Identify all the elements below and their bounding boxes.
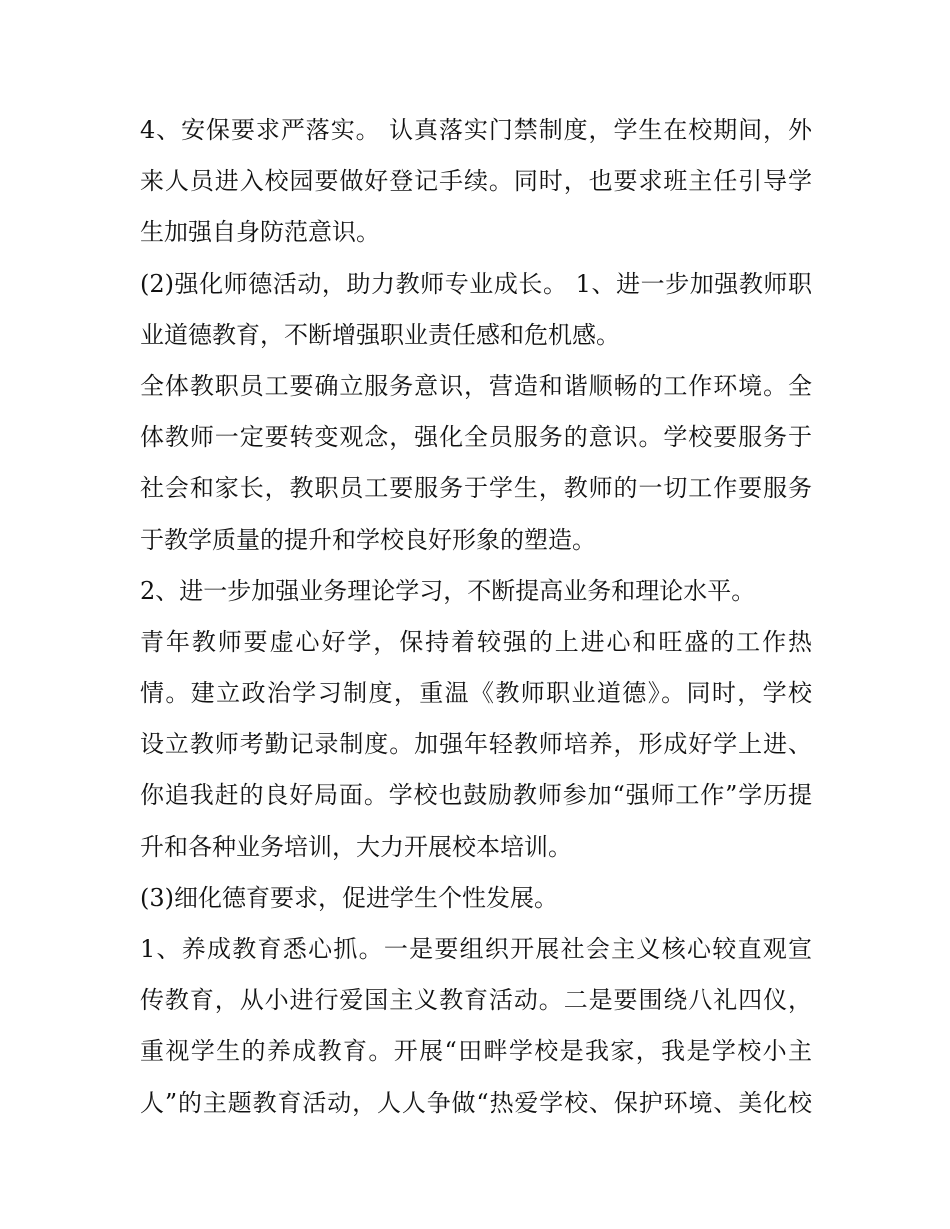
text-line: 来人员进入校园要做好登记手续。同时，也要求班主任引导学 bbox=[140, 167, 812, 196]
text-line: 1、养成教育悉心抓。一是要组织开展社会主义核心较直观宣 bbox=[140, 935, 812, 963]
text-line: (2)强化师德活动，助力教师专业成长。 1、进一步加强教师职 bbox=[140, 269, 812, 298]
text-line: 全体教职员工要确立服务意识，营造和谐顺畅的工作环境。全 bbox=[140, 371, 812, 400]
document-page bbox=[140, 105, 812, 1129]
text-line: 传教育，从小进行爱国主义教育活动。二是要围绕八礼四仪， bbox=[140, 986, 812, 1015]
text-line: 2、进一步加强业务理论学习，不断提高业务和理论水平。 bbox=[140, 576, 756, 605]
text-line: 体教师一定要转变观念，强化全员服务的意识。学校要服务于 bbox=[140, 423, 812, 452]
text-line: (3)细化德育要求，促进学生个性发展。 bbox=[140, 883, 558, 912]
text-line: 青年教师要虚心好学，保持着较强的上进心和旺盛的工作热 bbox=[140, 627, 812, 656]
text-line: 业道德教育，不断增强职业责任感和危机感。 bbox=[140, 320, 620, 349]
text-line: 社会和家长，教职员工要服务于学生，教师的一切工作要服务 bbox=[140, 474, 812, 503]
text-line: 于教学质量的提升和学校良好形象的塑造。 bbox=[140, 525, 596, 554]
text-line: 重视学生的养成教育。开展“田畔学校是我家，我是学校小主 bbox=[140, 1037, 812, 1066]
text-line: 设立教师考勤记录制度。加强年轻教师培养，形成好学上进、 bbox=[140, 730, 812, 759]
text-line: 情。建立政治学习制度，重温《教师职业道德》。同时，学校 bbox=[140, 679, 812, 708]
text-line: 生加强自身防范意识。 bbox=[140, 218, 380, 247]
text-line: 你追我赶的良好局面。学校也鼓励教师参加“强师工作”学历提 bbox=[140, 781, 812, 810]
text-line: 4、安保要求严落实。 认真落实门禁制度，学生在校期间，外 bbox=[140, 116, 812, 144]
text-line: 人”的主题教育活动，人人争做“热爱学校、保护环境、美化校 bbox=[140, 1088, 812, 1117]
text-line: 升和各种业务培训，大力开展校本培训。 bbox=[140, 832, 572, 861]
